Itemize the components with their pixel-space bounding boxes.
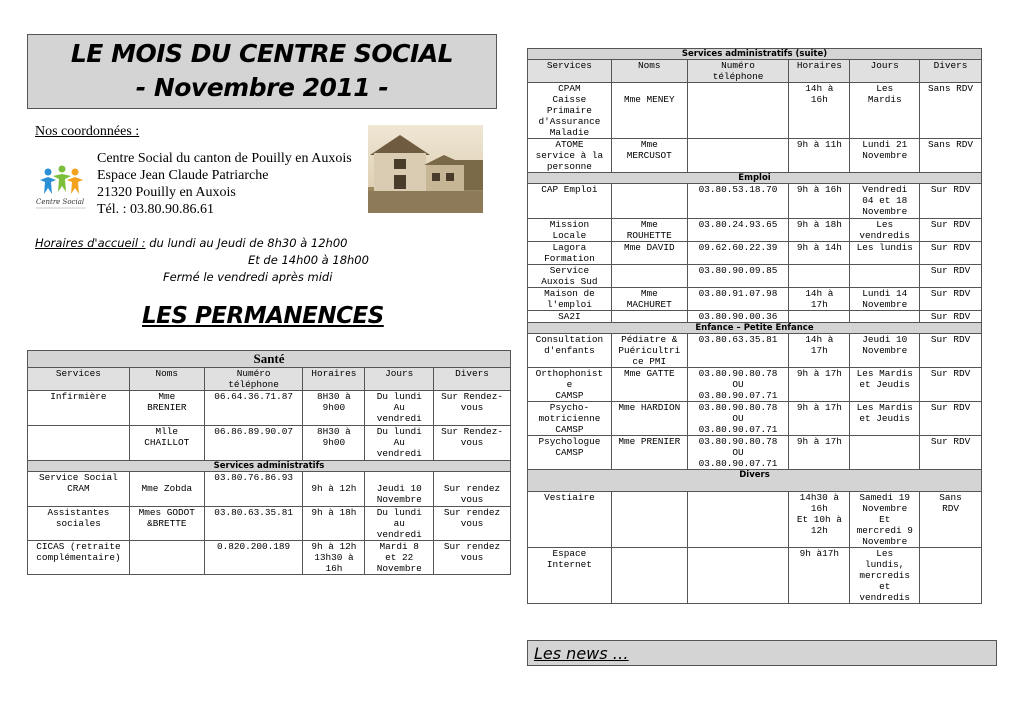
section-row [528, 470, 982, 492]
table-cell: ATOME service à la personne [528, 139, 612, 173]
table-cell: 14h à 16h [789, 83, 850, 139]
table-cell: Mlle CHAILLOT [129, 426, 204, 461]
table-cell: Vendredi 04 et 18 Novembre [850, 184, 920, 219]
table-cell [611, 548, 687, 604]
table-cell: 9h à 16h [789, 184, 850, 219]
services-table [527, 48, 982, 604]
table-cell [611, 492, 687, 548]
table-cell: Les lundis [850, 242, 920, 265]
news-label: Les news … [534, 644, 629, 663]
table-cell [129, 541, 204, 575]
section-title: Santé [28, 351, 511, 368]
table-cell: Lagora Formation [528, 242, 612, 265]
table-cell [850, 436, 920, 470]
table-cell: Du lundi Au vendredi [365, 391, 434, 426]
table-cell: 09.62.60.22.39 [687, 242, 789, 265]
table-cell: Psycho- motricienne CAMSP [528, 402, 612, 436]
table-cell: 9h à17h [789, 548, 850, 604]
table-cell: Les lundis, mercredis et vendredis [850, 548, 920, 604]
table-cell: 14h30 à 16h Et 10h à 12h [789, 492, 850, 548]
table-row [28, 541, 511, 575]
table-cell: Sur RDV [920, 288, 982, 311]
opening-hours-text: du lundi au Jeudi de 8h30 à 12h00 [145, 236, 348, 250]
table-cell: Mmes GODOT &BRETTE [129, 507, 204, 541]
section-title: Services administratifs (suite) [528, 49, 982, 60]
table-cell: 06.64.36.71.87 [204, 391, 303, 426]
table-cell: Mme ROUHETTE [611, 219, 687, 242]
table-cell: 0.820.200.189 [204, 541, 303, 575]
opening-hours-label: Horaires d'accueil : [35, 236, 146, 250]
table-cell [687, 139, 789, 173]
table-row [528, 492, 982, 548]
table-cell: Du lundi au vendredi [365, 507, 434, 541]
table-cell: Mme BRENIER [129, 391, 204, 426]
table-cell: Mme GATTE [611, 368, 687, 402]
table-cell: 9h à 18h [303, 507, 365, 541]
section-title: Divers [528, 470, 982, 492]
page-subtitle: - Novembre 2011 - [135, 73, 389, 102]
table-cell: Mme MENEY [611, 83, 687, 139]
address-line: Centre Social du canton de Pouilly en Auxois [97, 151, 352, 166]
table-cell: Mission Locale [528, 219, 612, 242]
opening-hours-line3: Fermé le vendredi après midi [163, 270, 333, 284]
table-cell: Service Social CRAM [28, 472, 130, 507]
table-cell: SA2I [528, 311, 612, 323]
table-cell [611, 265, 687, 288]
column-header: Horaires [789, 60, 850, 83]
table-row [528, 368, 982, 402]
table-cell: CPAM Caisse Primaire d'Assurance Maladie [528, 83, 612, 139]
page-title-box [27, 34, 497, 109]
table-cell [611, 184, 687, 219]
table-cell: 03.80.90.80.78 OU 03.80.90.07.71 [687, 436, 789, 470]
column-header: Divers [920, 60, 982, 83]
table-cell: 03.80.76.86.93 [204, 472, 303, 507]
table-cell: 9h à 17h [789, 402, 850, 436]
table-cell: Sur RDV [920, 436, 982, 470]
sante-table [27, 350, 511, 575]
table-row [528, 219, 982, 242]
section-row [528, 173, 982, 184]
table-row [528, 436, 982, 470]
table-cell: 14h à 17h [789, 334, 850, 368]
table-row [528, 334, 982, 368]
section-row [528, 323, 982, 334]
section-title: Enfance – Petite Enfance [528, 323, 982, 334]
table-cell: 03.80.90.80.78 OU 03.80.90.07.71 [687, 368, 789, 402]
table-row [528, 311, 982, 323]
table-cell: Service Auxois Sud [528, 265, 612, 288]
table-cell: Psychologue CAMSP [528, 436, 612, 470]
table-row [528, 184, 982, 219]
table-row [528, 139, 982, 173]
table-cell: Assistantes sociales [28, 507, 130, 541]
table-cell: 06.86.89.90.07 [204, 426, 303, 461]
table-cell: 8H30 à 9h00 [303, 391, 365, 426]
table-row [528, 265, 982, 288]
table-cell: Sur RDV [920, 242, 982, 265]
table-cell: Du lundi Au vendredi [365, 426, 434, 461]
table-cell: Sans RDV [920, 83, 982, 139]
column-header: Divers [434, 368, 511, 391]
table-row [528, 402, 982, 436]
table-cell: Vestiaire [528, 492, 612, 548]
table-cell: Jeudi 10 Novembre [850, 334, 920, 368]
table-cell: 03.80.90.09.85 [687, 265, 789, 288]
table-cell: Sur RDV [920, 219, 982, 242]
table-row [528, 242, 982, 265]
table-row [528, 83, 982, 139]
opening-hours-line1 [35, 236, 347, 250]
table-cell: Mme MACHURET [611, 288, 687, 311]
table-row [28, 426, 511, 461]
table-cell: Sur RDV [920, 402, 982, 436]
table-cell: Mme PRENIER [611, 436, 687, 470]
table-cell: Sur rendez vous [434, 541, 511, 575]
address-block [97, 150, 352, 218]
table-cell: Lundi 21 Novembre [850, 139, 920, 173]
table-cell: CICAS (retraite complémentaire) [28, 541, 130, 575]
table-cell: Sur RDV [920, 334, 982, 368]
table-cell: Sans RDV [920, 139, 982, 173]
table-cell: 03.80.53.18.70 [687, 184, 789, 219]
table-cell: Sur RDV [920, 311, 982, 323]
table-cell: 9h à 12h 13h30 à 16h [303, 541, 365, 575]
table-cell: Les Mardis [850, 83, 920, 139]
table-cell: 03.80.63.35.81 [204, 507, 303, 541]
table-cell: 9h à 12h [303, 472, 365, 507]
section-title: Services administratifs [28, 461, 511, 472]
table-cell: 8H30 à 9h00 [303, 426, 365, 461]
section-title: Emploi [528, 173, 982, 184]
building-photo-icon [368, 125, 483, 213]
table-cell [920, 548, 982, 604]
table-cell: Mme HARDION [611, 402, 687, 436]
section-row [28, 351, 511, 368]
column-header: Jours [850, 60, 920, 83]
logo-text: Centre Social [36, 198, 85, 206]
table-cell: Mme Zobda [129, 472, 204, 507]
table-cell: Pédiatre & Puéricultri ce PMI [611, 334, 687, 368]
table-row [28, 507, 511, 541]
section-row [528, 49, 982, 60]
table-cell [687, 492, 789, 548]
table-cell: Sur Rendez- vous [434, 391, 511, 426]
table-cell [789, 265, 850, 288]
table-cell [611, 311, 687, 323]
table-cell: Sur RDV [920, 184, 982, 219]
table-cell: 9h à 14h [789, 242, 850, 265]
table-cell: Orthophonist e CAMSP [528, 368, 612, 402]
section-row [28, 461, 511, 472]
phone-line: Tél. : 03.80.90.86.61 [97, 202, 215, 217]
table-cell: Mardi 8 et 22 Novembre [365, 541, 434, 575]
centre-social-logo-icon [34, 162, 89, 212]
opening-hours-line2: Et de 14h00 à 18h00 [248, 253, 369, 267]
table-cell: Les Mardis et Jeudis [850, 368, 920, 402]
column-header: Noms [129, 368, 204, 391]
table-row [28, 472, 511, 507]
column-header: Numéro téléphone [204, 368, 303, 391]
table-cell: 03.80.90.00.36 [687, 311, 789, 323]
table-cell: Sans RDV [920, 492, 982, 548]
table-cell: Mme DAVID [611, 242, 687, 265]
page-title: LE MOIS DU CENTRE SOCIAL [70, 39, 454, 68]
table-row [28, 391, 511, 426]
table-cell: Sur RDV [920, 368, 982, 402]
table-cell: 03.80.91.07.98 [687, 288, 789, 311]
table-header-row [28, 368, 511, 391]
table-cell: Sur Rendez- vous [434, 426, 511, 461]
column-header: Jours [365, 368, 434, 391]
table-cell: Mme MERCUSOT [611, 139, 687, 173]
table-cell: 03.80.63.35.81 [687, 334, 789, 368]
table-cell: Jeudi 10 Novembre [365, 472, 434, 507]
table-cell: 9h à 17h [789, 368, 850, 402]
table-cell [789, 311, 850, 323]
table-cell: 03.80.90.80.78 OU 03.80.90.07.71 [687, 402, 789, 436]
table-cell: Sur rendez vous [434, 472, 511, 507]
table-cell: Consultation d'enfants [528, 334, 612, 368]
table-cell: Les vendredis [850, 219, 920, 242]
table-cell: Sur RDV [920, 265, 982, 288]
table-cell: Espace Internet [528, 548, 612, 604]
table-cell [687, 548, 789, 604]
table-header-row [528, 60, 982, 83]
table-cell: Infirmière [28, 391, 130, 426]
table-row [528, 548, 982, 604]
column-header: Horaires [303, 368, 365, 391]
column-header: Numéro téléphone [687, 60, 789, 83]
table-row [528, 288, 982, 311]
table-cell: 9h à 17h [789, 436, 850, 470]
coordinates-label: Nos coordonnées : [35, 124, 140, 139]
address-line: 21320 Pouilly en Auxois [97, 185, 236, 200]
table-cell: Samedi 19 Novembre Et mercredi 9 Novembre [850, 492, 920, 548]
table-cell: 03.80.24.93.65 [687, 219, 789, 242]
address-line: Espace Jean Claude Patriarche [97, 168, 269, 183]
column-header: Noms [611, 60, 687, 83]
table-cell [28, 426, 130, 461]
table-cell [850, 311, 920, 323]
table-cell: Les Mardis et Jeudis [850, 402, 920, 436]
table-cell: Lundi 14 Novembre [850, 288, 920, 311]
table-cell: Maison de l'emploi [528, 288, 612, 311]
table-cell: CAP Emploi [528, 184, 612, 219]
table-cell [687, 83, 789, 139]
column-header: Services [528, 60, 612, 83]
table-cell [850, 265, 920, 288]
table-cell: 9h à 18h [789, 219, 850, 242]
table-cell: 14h à 17h [789, 288, 850, 311]
table-cell: 9h à 11h [789, 139, 850, 173]
column-header: Services [28, 368, 130, 391]
permanences-title: LES PERMANENCES [142, 303, 384, 329]
news-box [527, 640, 997, 666]
table-cell: Sur rendez vous [434, 507, 511, 541]
